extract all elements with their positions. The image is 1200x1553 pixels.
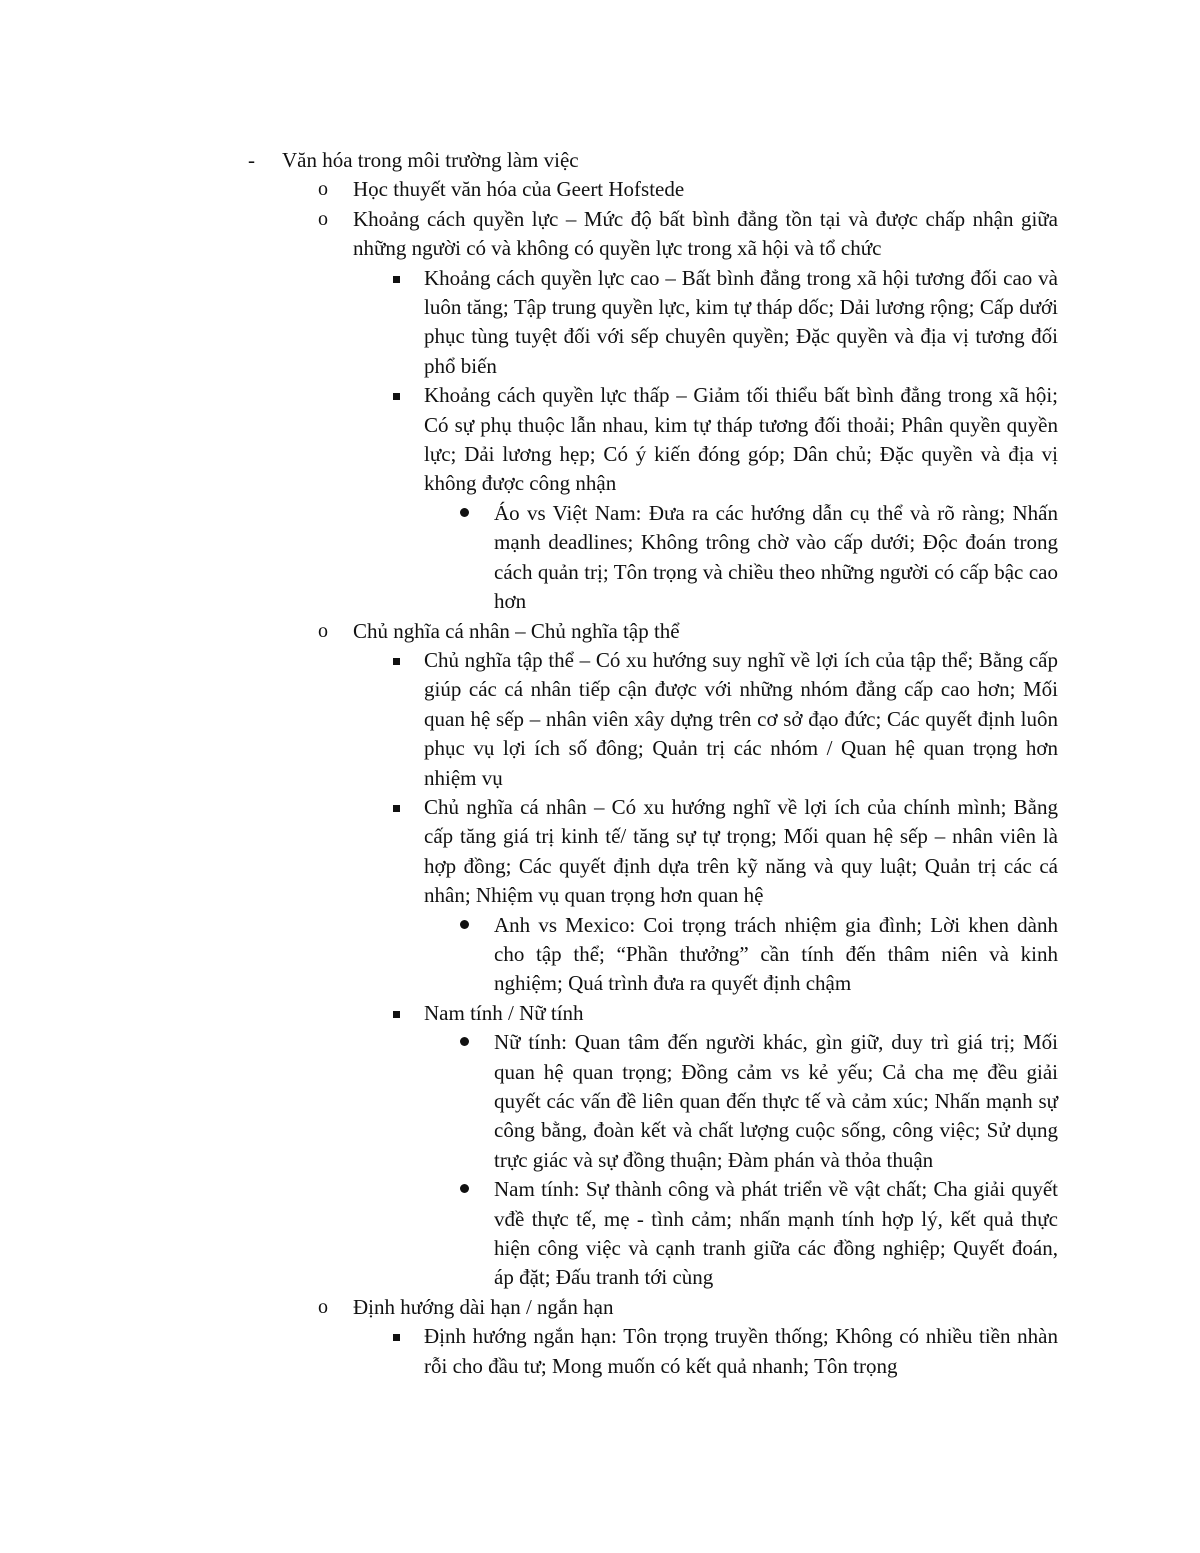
list-item-text: Áo vs Việt Nam: Đưa ra các hướng dẫn cụ thể và rõ ràng; Nhấn mạnh deadlines; Không trông chờ vào cấp dưới; Độc đoán trong cách quản trị; Tôn trọng và chiều theo những người có cấp bậc cao hơn [494, 500, 1058, 614]
list-item-level-3 [494, 1175, 1058, 1293]
list-item-level-2 [424, 1322, 1058, 1381]
outline-list [248, 146, 1058, 1381]
list-item-level-1 [318, 205, 1058, 264]
list-item-level-1 [318, 175, 1058, 204]
square-bullet-icon [393, 1011, 400, 1018]
square-bullet-icon [393, 658, 400, 665]
square-bullet-icon [393, 805, 400, 812]
list-item-level-3 [494, 911, 1058, 999]
list-item-text: Văn hóa trong môi trường làm việc [282, 148, 579, 172]
list-item-level-1 [318, 617, 1058, 646]
list-item-level-2 [424, 381, 1058, 499]
list-item-level-2 [424, 264, 1058, 382]
list-item-text: Khoảng cách quyền lực thấp – Giảm tối thiểu bất bình đẳng trong xã hội; Có sự phụ thuộc lẫn nhau, kim tự tháp tương đối thoải; Phân quyền quyền lực; Dải lương hẹp; Có ý kiến đóng góp; Dân chủ; Đặc quyền và địa vị không được công nhận [424, 383, 1058, 496]
round-bullet-icon [460, 508, 469, 517]
list-item-text: Chủ nghĩa cá nhân – Có xu hướng nghĩ về lợi ích của chính mình; Bằng cấp tăng giá trị kinh tế/ tăng sự tự trọng; Mối quan hệ sếp – nhân viên là hợp đồng; Các quyết định dựa trên kỹ năng và quy luật; Quản trị các cá nhân; Nhiệm vụ quan trọng hơn quan hệ [424, 794, 1058, 908]
list-item-text: Khoảng cách quyền lực – Mức độ bất bình đẳng tồn tại và được chấp nhận giữa những người có và không có quyền lực trong xã hội và tổ chức [353, 206, 1058, 261]
list-item-level-1 [318, 1293, 1058, 1322]
list-item-text: Nữ tính: Quan tâm đến người khác, gìn giữ, duy trì giá trị; Mối quan hệ quan trọng; Đồng cảm vs kẻ yếu; Cả cha mẹ đều giải quyết các vấn đề liên quan đến thực tế và cảm xúc; Nhấn mạnh sự công bằng, đoàn kết và chất lượng cuộc sống, công việc; Sử dụng trực giác và sự đồng thuận; Đàm phán và thỏa thuận [494, 1030, 1058, 1172]
circle-marker: o [318, 178, 328, 201]
list-item-text: Anh vs Mexico: Coi trọng trách nhiệm gia đình; Lời khen dành cho tập thể; “Phần thưởng” cần tính đến thâm niên và kinh nghiệm; Quá trình đưa ra quyết định chậm [494, 912, 1058, 996]
list-item-level-2 [424, 646, 1058, 793]
round-bullet-icon [460, 920, 469, 929]
list-item-text: Chủ nghĩa tập thể – Có xu hướng suy nghĩ về lợi ích của tập thể; Bằng cấp giúp các cá nhân tiếp cận được với những nhóm đẳng cấp cao hơn; Mối quan hệ sếp – nhân viên xây dựng trên cơ sở đạo đức; Các quyết định luôn phục vụ lợi ích số đông; Quản trị các nhóm / Quan hệ quan trọng hơn nhiệm vụ [424, 647, 1058, 790]
round-bullet-icon [460, 1184, 469, 1193]
circle-marker: o [318, 207, 328, 230]
dash-marker: - [248, 148, 255, 172]
list-item-text: Nam tính / Nữ tính [424, 1000, 584, 1025]
square-bullet-icon [393, 393, 400, 400]
list-item-level-0 [248, 146, 1058, 175]
list-item-text: Chủ nghĩa cá nhân – Chủ nghĩa tập thể [353, 618, 680, 643]
square-bullet-icon [393, 276, 400, 283]
circle-marker: o [318, 619, 328, 642]
list-item-level-3 [494, 499, 1058, 617]
list-item-text: Định hướng dài hạn / ngắn hạn [353, 1294, 614, 1319]
round-bullet-icon [460, 1037, 469, 1046]
square-bullet-icon [393, 1334, 400, 1341]
list-item-level-3 [494, 1028, 1058, 1175]
circle-marker: o [318, 1295, 328, 1318]
list-item-text: Định hướng ngắn hạn: Tôn trọng truyền thống; Không có nhiều tiền nhàn rỗi cho đầu tư; Mong muốn có kết quả nhanh; Tôn trọng [424, 1324, 1058, 1378]
list-item-text: Nam tính: Sự thành công và phát triển về vật chất; Cha giải quyết vđề thực tế, mẹ - tình cảm; nhấn mạnh tính hợp lý, kết quả thực hiện công việc và cạnh tranh giữa các đồng nghiệp; Quyết đoán, áp đặt; Đấu tranh tới cùng [494, 1177, 1058, 1290]
list-item-text: Khoảng cách quyền lực cao – Bất bình đẳng trong xã hội tương đối cao và luôn tăng; Tập trung quyền lực, kim tự tháp dốc; Dải lương rộng; Cấp dưới phục tùng tuyệt đối với sếp chuyên quyền; Đặc quyền và địa vị tương đối phổ biến [424, 265, 1058, 378]
list-item-text: Học thuyết văn hóa của Geert Hofstede [353, 177, 685, 202]
list-item-level-2 [424, 793, 1058, 911]
list-item-level-2 [424, 999, 1058, 1028]
